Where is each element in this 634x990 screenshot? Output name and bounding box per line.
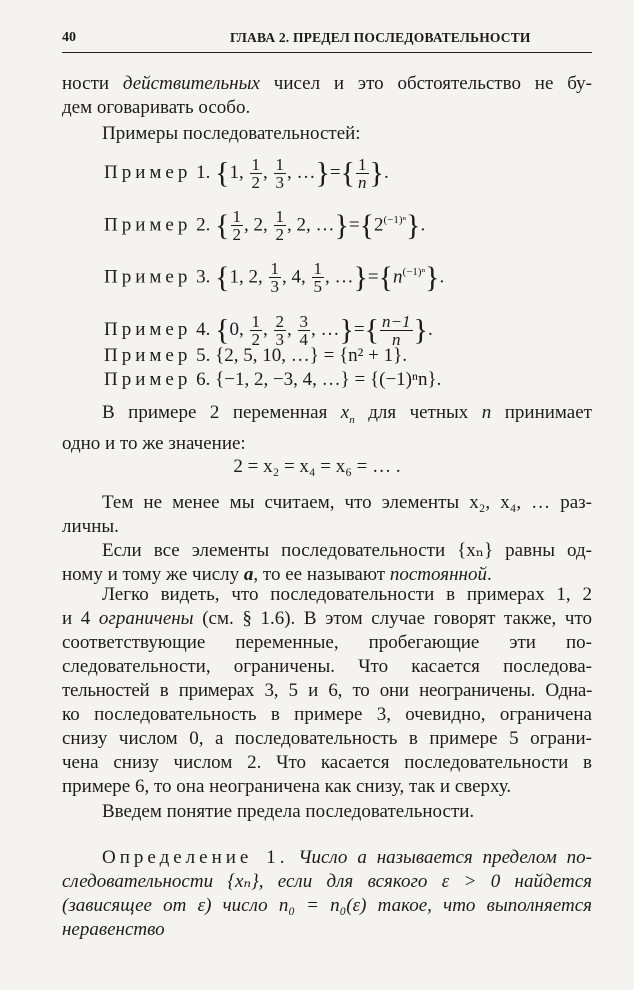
fraction: $\frac{2}{3}$ [275,312,285,349]
text-line: и 4 ограничены (см. § 1.6). В этом случае говорят также, что [62,608,592,629]
example-4: Пример 4. {0, $\frac{1}{2}$ , $\frac{2}{3}$ , $\frac{3}{4}$ , …}={ $\frac{n-1}{n}$ }. [104,312,433,349]
paragraph [62,491,592,539]
text-line: тельностей в примерах 3, 5 и 6, то они неограничены. Одна- [62,680,592,701]
equation: 2 = x₂ = x₄ = x₆ = … . [233,456,401,477]
example-2: Пример 2. { $\frac{1}{2}$ , 2, $\frac{1}{2}$ , 2, $\dots\}=\{2^{(-1)^n}\}$. [104,207,426,245]
definition-label: Определение 1. [102,847,289,868]
text-line: примере 6, то она неограничена как снизу, так и сверху. [62,776,512,797]
text-line: ности действительных чисел и это обстоятельство не бу- [62,73,592,94]
definition-block [62,846,592,942]
text-line: Введем понятие предела последовательности. [102,801,475,822]
example-3: Пример 3. {1, 2, $\frac{1}{3}$ , 4, $\frac{1}{5}$ , $\dots\}=\{n^{(-1)^n}\}$. [104,259,445,297]
text-line: ному и тому же числу a, то ее называют постоянной. [62,564,492,585]
example-word: Пример [104,266,192,288]
text-line: личны. [62,516,119,537]
fraction: $\frac{1}{2}$ [251,155,261,192]
example-number: 2. [196,214,211,236]
fraction: $\frac{3}{4}$ [299,312,309,349]
example-word: Пример [104,345,192,366]
page-number: 40 [62,30,76,45]
fraction: $\frac{1}{2}$ [251,312,261,349]
paragraph [62,539,592,587]
examples-heading: Примеры последовательностей: [102,123,361,144]
example-number: 3. [196,266,211,288]
fraction: $\frac{1}{2}$ [275,207,285,245]
text-line: неравенство [62,919,165,940]
intro-paragraph [62,72,592,146]
fraction: $\frac{1}{2}$ [232,207,242,245]
example-5 [104,344,407,368]
text-line: снизу числом 0, а последовательность в примере 5 ограни- [62,728,592,749]
fraction: $\frac{1}{3}$ [275,155,285,192]
paragraph [62,800,592,824]
example-number: 1. [196,161,211,183]
example-word: Пример [104,214,192,236]
page-header [62,26,592,53]
example-formula: {2, 5, 10, …} = {n² + 1}. [215,345,407,366]
example-number: 4. [196,318,211,340]
text-line: одно и то же значение: [62,432,246,454]
text-line: В примере 2 переменная $x_n$ для четных n принимает [102,402,592,426]
example-number: 5. [196,345,211,366]
example-word: Пример [104,161,192,183]
text-line: Тем не менее мы считаем, что элементы x₂, x₄, … раз- [102,492,592,513]
text-line: Легко видеть, что последовательности в примерах 1, 2 [102,584,592,605]
text-line: (зависящее от ε) число n₀ = n₀(ε) такое, что выполняется [62,895,592,916]
fraction: $\frac{n-1}{n}$ [382,312,411,349]
example-6 [104,368,441,392]
text-line: Если все элементы последовательности {xₙ} равны од- [102,540,592,561]
text-line: следовательности {xₙ}, если для всякого ε > 0 найдется [62,871,592,892]
paragraph [62,583,592,799]
example-number: 6. [196,369,211,390]
fraction: $\frac{1}{3}$ [270,259,280,297]
text-line: Определение 1. Число a называется пределом по- [102,847,592,868]
example-1: Пример 1. {1, $\frac{1}{2}$ , $\frac{1}{3}$ , …}={ $\frac{1}{n}$ }. [104,155,389,192]
text-line: следовательности, ограничены. Что касается последова- [62,656,592,677]
text-line: чена снизу числом 2. Что касается последовательности в [62,752,592,773]
example-word: Пример [104,318,192,340]
running-title: ГЛАВА 2. ПРЕДЕЛ ПОСЛЕДОВАТЕЛЬНОСТИ [230,30,531,45]
text-line: дем оговаривать особо. [62,97,251,118]
fraction: $\frac{1}{5}$ [313,259,323,297]
text-line: соответствующие переменные, пробегающие эти по- [62,632,592,653]
example-word: Пример [104,369,192,390]
paragraph [62,401,592,456]
text-line: ко последовательность в примере 3, очевидно, ограничена [62,704,592,725]
example-formula: {−1, 2, −3, 4, …} = {(−1)ⁿn}. [215,369,442,390]
fraction: $\frac{1}{n}$ [358,155,367,192]
